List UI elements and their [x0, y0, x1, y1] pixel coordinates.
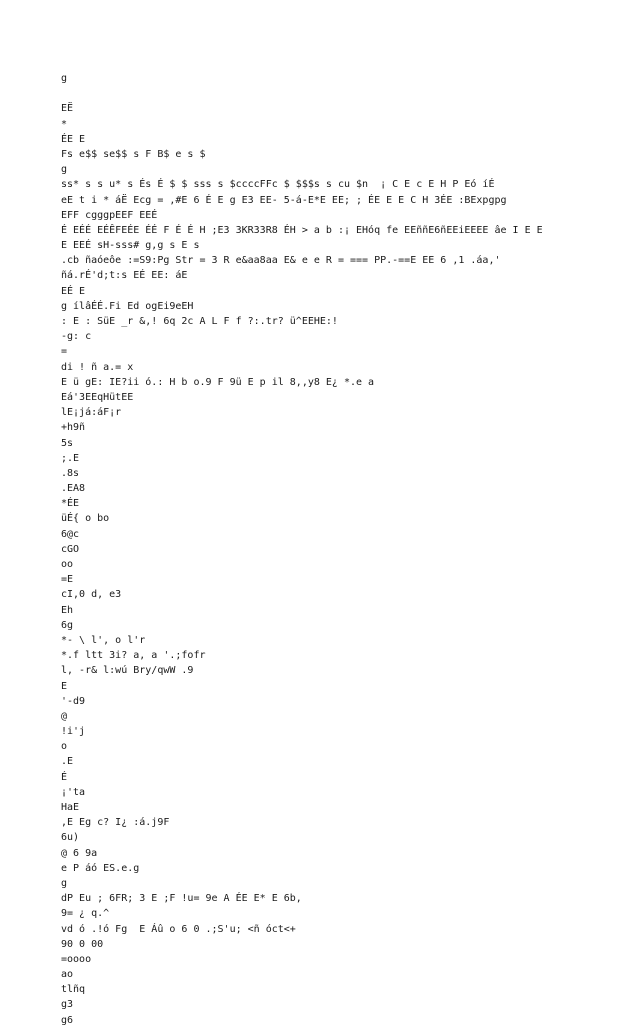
document-line: g ílâÉÉ.Fi Ed ogEi9eEH — [61, 300, 194, 312]
document-line: g6 — [61, 1014, 74, 1026]
document-line: 5s — [61, 437, 74, 449]
document-line: * — [61, 118, 68, 130]
document-line: EË — [61, 103, 74, 115]
document-line: .EA8 — [61, 483, 86, 495]
document-line: g — [61, 877, 68, 889]
document-line: ;.E — [61, 452, 80, 464]
document-line: cI,0 d, e3 — [61, 589, 122, 601]
document-line: EFF cgggpEEF EEÉ — [61, 209, 158, 221]
document-line: *- \ l', o l'r — [61, 634, 146, 646]
document-line: Eh — [61, 604, 74, 616]
document-line: eE t i * áË Ecg = ,#E 6 É E g E3 EE- 5-á-E*E EE; ; ÉE E E C H 3ÉE :BExpgpg — [61, 194, 507, 206]
document-line: Eá'3EEqHütEE — [61, 391, 134, 403]
document-line: ,E Eg c? I¿ :á.j9F — [61, 817, 170, 829]
document-line: tlñq — [61, 984, 86, 996]
document-line: Fs e$$ se$$ s F B$ e s $ — [61, 148, 206, 160]
document-line: ÉE E — [61, 133, 86, 145]
document-line: ¡'ta — [61, 786, 86, 798]
document-line: l, -r& l:wú Bry/qwW .9 — [61, 665, 194, 677]
document-line: 6@c — [61, 528, 80, 540]
document-line: 6g — [61, 619, 74, 631]
document-line: e P áó ES.e.g — [61, 862, 140, 874]
document-line: vd ó .!ó Fg E Áû o 6 0 .;S'u; <ñ óct<+ — [61, 923, 296, 935]
document-line: +h9ñ — [61, 422, 86, 434]
document-line: ao — [61, 969, 74, 981]
document-line: = — [61, 346, 68, 358]
document-line: *.f ltt 3i? a, a '.;fofr — [61, 650, 206, 662]
document-line: EÉ E — [61, 285, 86, 297]
document-line: !i'j — [61, 726, 86, 738]
document-line: .E — [61, 756, 74, 768]
document-line — [61, 86, 631, 101]
document-line: É — [61, 771, 68, 783]
document-line: oo — [61, 559, 74, 570]
document-line: 6u) — [61, 832, 80, 844]
document-line: ñá.rÉ'd;t:s EÉ EE: áE — [61, 270, 188, 282]
document-text-body — [61, 71, 631, 1028]
document-line: HaE — [61, 802, 80, 813]
document-line: 9= ¿ q.^ — [61, 908, 110, 920]
document-line: =oooo — [61, 953, 92, 965]
document-line: : E : SüE _r &,! 6q 2c A L F f ?:.tr? ü^EEHE:! — [61, 316, 338, 327]
document-line: g — [61, 164, 68, 176]
document-line: g — [61, 73, 68, 84]
document-line: .cb ñaóeôe :=S9:Pg Str = 3 R e&aa8aa E& e e R = === PP.-==E EE 6 ,1 .áa,' — [61, 255, 501, 267]
document-line: .8s — [61, 467, 80, 479]
document-line: '-d9 — [61, 695, 86, 707]
document-line: o — [61, 741, 68, 753]
document-line: g3 — [61, 999, 74, 1011]
document-line: @ 6 9a — [61, 847, 98, 859]
document-line: ss* s s u* s És É $ $ sss s $ccccFFc $ $$$s s cu $n ¡ C E c E H P Eó íÉ — [61, 179, 495, 191]
document-line: 90 0 00 — [61, 938, 104, 950]
document-line: di ! ñ a.= x — [61, 361, 134, 373]
document-line: E EEÉ sH-sss# g,g s E s — [61, 240, 200, 252]
document-line: @ — [61, 710, 68, 722]
document-line: lE¡já:áF¡r — [61, 407, 122, 419]
document-line: E — [61, 680, 68, 692]
document-line: üÉ{ o bo — [61, 513, 110, 525]
document-line: =E — [61, 574, 74, 586]
document-line: *ÉE — [61, 498, 80, 510]
document-line: -g: c — [61, 331, 92, 343]
document-line: dP Eu ; 6FR; 3 E ;F !u= 9e A ÉE E* E 6b, — [61, 893, 302, 905]
document-line: E ü gE: IE?ii ó.: H b o.9 F 9ü E p il 8,,y8 E¿ *.e a — [61, 376, 375, 388]
document-line: É EÉÉ EÉÊFEÉE ÉÉ F É É H ;E3 3KR33R8 ÉH > a b :¡ EHóq fe EEññE6ñEEiEEEE âe I E E — [61, 224, 543, 236]
document-line: cGO — [61, 543, 80, 555]
